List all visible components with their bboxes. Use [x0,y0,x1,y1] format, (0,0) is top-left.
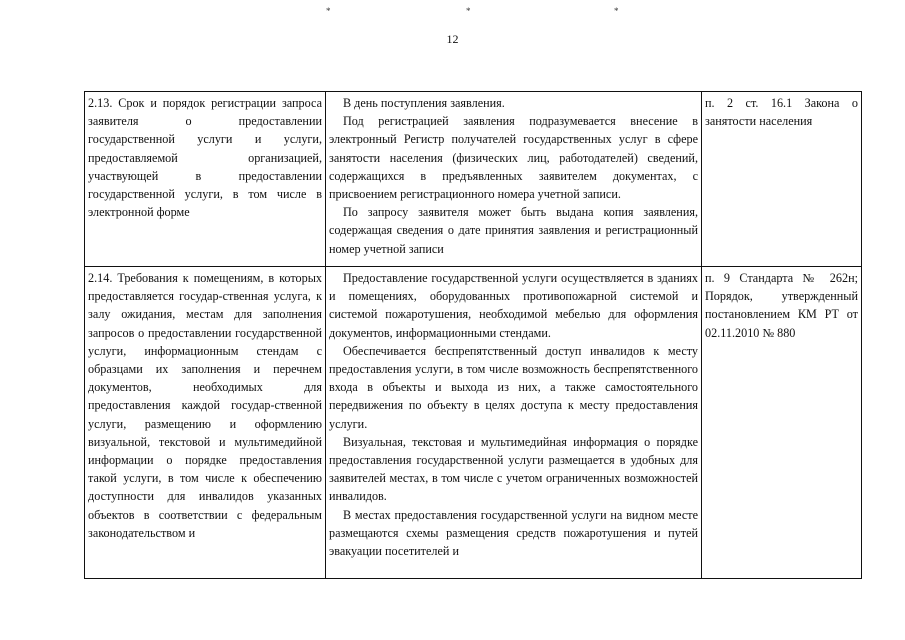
item-cell: 2.13. Срок и порядок регистрации запроса заявителя о предоставлении государственной услуги и услуги, предоставляемой организацией, участвующей в предоставлении государственной услуги, в том числе в электронной форме [85,92,326,267]
item-cell: 2.14. Требования к помещениям, в которых предоставляется государ-ственная услуга, к залу ожидания, местам для заполнения запросов о предоставлении государственной услуги, информационным стендам с образцами их заполнения и перечнем документов, необходимых для предоставления каждой государ-ственной услуги, размещению и оформлению визуальной, текстовой и мультимедийной информации о порядке предоставления такой услуги, в том числе к обеспечению доступности для инвалидов указанных объектов в соответствии с федеральным законодательством и [85,267,326,579]
content-paragraph: По запросу заявителя может быть выдана копия заявления, содержащая сведения о дате принятия заявления и регистрационный номер учетной записи [329,205,698,256]
content-paragraph: Предоставление государственной услуги осуществляется в зданиях и помещениях, оборудованных противопожарной системой и системой пожаротушения, необходимой мебелью для оформления документов, информационными стендами. [329,271,698,340]
scan-marks [0,6,905,20]
basis-cell: п. 2 ст. 16.1 Закона о занятости населения [702,92,862,267]
scan-mark: * [326,6,331,16]
content-cell [326,267,702,579]
table-row [85,92,862,267]
basis-cell: п. 9 Стандарта № 262н; Порядок, утвержденный постановлением КМ РТ от 02.11.2010 № 880 [702,267,862,579]
page-number: 12 [446,32,459,46]
content-paragraph: Обеспечивается беспрепятственный доступ инвалидов к месту предоставления услуги, в том числе возможность беспрепятственного входа в объекты и выхода из них, а также самостоятельного передвижения по объекту в целях доступа к месту предоставления услуги. [329,343,698,431]
content-paragraph: В местах предоставления государственной услуги на видном месте размещаются схемы размещения средств пожаротушения и путей эвакуации посетителей и [329,507,698,559]
scan-mark: * [466,6,471,16]
regulation-table [84,91,862,579]
content-cell [326,92,702,267]
content-paragraph: Визуальная, текстовая и мультимедийная информация о порядке предоставления государственной услуги размещается в удобных для заявителей местах, в том числе с учетом ограниченных возможностей инвалидов. [329,434,698,504]
content-paragraph: В день поступления заявления. [343,96,505,110]
table-row [85,267,862,579]
content-paragraph: Под регистрацией заявления подразумевается внесение в электронный Регистр получателей государственных услуг в сфере занятости населения (физических лиц, работодателей) сведений, содержащихся в предъявленных заявителем документах, с присвоением регистрационного номера учетной записи. [329,114,698,202]
scan-mark: * [614,6,619,16]
